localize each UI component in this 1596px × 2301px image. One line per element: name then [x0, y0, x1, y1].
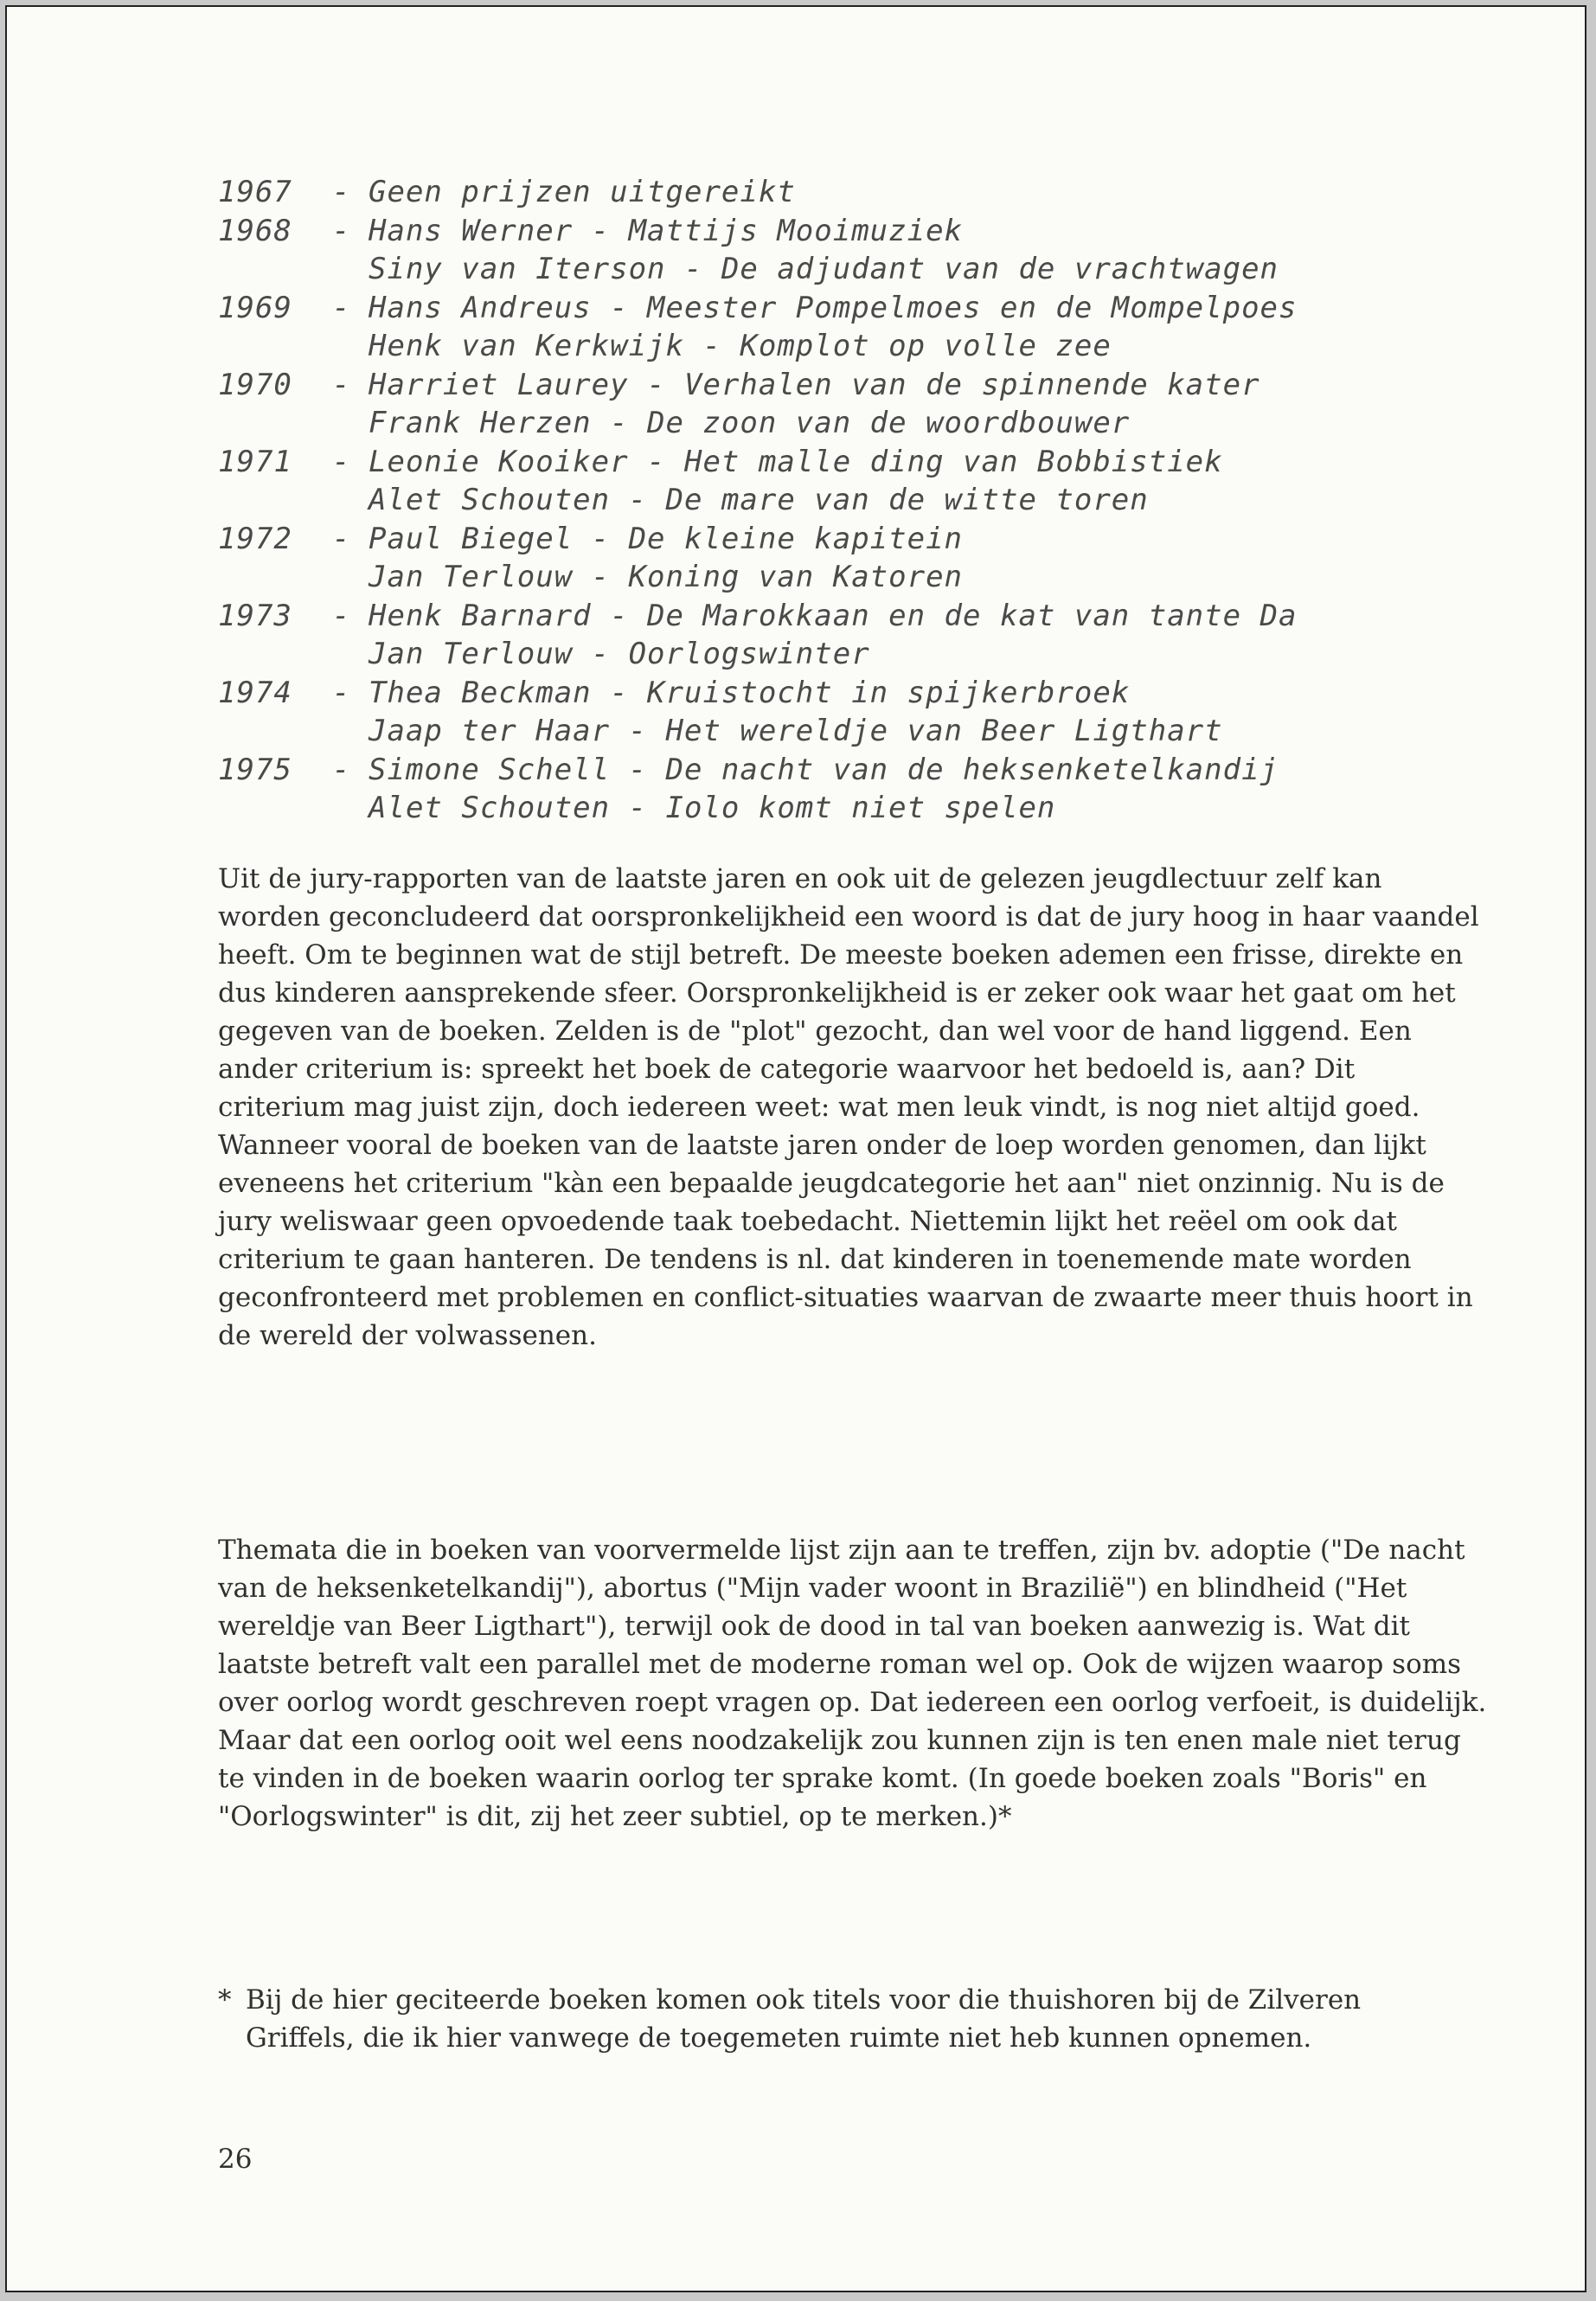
award-entry: Geen prijzen uitgereikt: [369, 175, 796, 209]
award-year: 1969: [218, 290, 292, 325]
award-year: 1967: [218, 175, 292, 209]
award-dash: [332, 481, 369, 520]
award-dash: -: [332, 675, 351, 710]
award-entry: Alet Schouten - Iolo komt niet spelen: [369, 791, 1056, 825]
award-dash: [332, 712, 369, 751]
award-row: [218, 635, 1412, 674]
award-entry: Jan Terlouw - Koning van Katoren: [369, 560, 964, 594]
award-dash: -: [332, 290, 351, 325]
award-row: [218, 674, 1412, 713]
award-year: [218, 635, 332, 674]
award-dash: -: [332, 598, 351, 633]
award-entry: Thea Beckman - Kruistocht in spijkerbroek: [369, 675, 1131, 710]
award-entry: Frank Herzen - De zoon van de woordbouwer: [369, 406, 1131, 440]
award-row: [218, 212, 1412, 251]
award-row: [218, 712, 1412, 751]
award-year: 1973: [218, 598, 292, 633]
award-row: [218, 597, 1412, 636]
award-entry: Alet Schouten - De mare van de witte toren: [369, 483, 1149, 517]
award-entry: Leonie Kooiker - Het malle ding van Bobbistiek: [369, 444, 1223, 479]
paragraph-themes: Themata die in boeken van voorvermelde lijst zijn aan te treffen, zijn bv. adoptie ("De nacht van de heksenketelkandij"), abortus ("Mijn vader woont in Brazilië") en blindheid ("Het wereldje van Beer Ligthart"), terwijl ook de dood in tal van boeken aanwezig is. Wat dit laatste betreft valt een parallel met de moderne roman wel op. Ook de wijzen waarop soms over oorlog wordt geschreven roept vragen op. Dat iedereen een oorlog verfoeit, is duidelijk. Maar dat een oorlog ooit wel eens noodzakelijk zou kunnen zijn is ten enen male niet terug te vinden in de boeken waarin oorlog ter sprake komt. (In goede boeken zoals "Boris" en "Oorlogswinter" is dit, zij het zeer subtiel, op te merken.)*: [218, 1535, 1487, 1832]
award-dash: -: [332, 175, 351, 209]
award-year: [218, 558, 332, 597]
award-dash: [332, 789, 369, 828]
paragraph-criteria: Uit de jury-rapporten van de laatste jaren en ook uit de gelezen jeugdlectuur zelf kan worden geconcludeerd dat oorspronkelijkheid een woord is dat de jury hoog in haar vaandel heeft. Om te beginnen wat de stijl betreft. De meeste boeken ademen een frisse, direkte en dus kinderen aansprekende sfeer. Oorspronkelijkheid is er zeker ook waar het gaat om het gegeven van de boeken. Zelden is de "plot" gezocht, dan wel voor de hand liggend. Een ander criterium is: spreekt het boek de categorie waarvoor het bedoeld is, aan? Dit criterium mag juist zijn, doch iedereen weet: wat men leuk vindt, is nog niet altijd goed. Wanneer vooral de boeken van de laatste jaren onder de loep worden genomen, dan lijkt eveneens het criterium "kàn een bepaalde jeugdcategorie het aan" niet onzinnig. Nu is de jury weliswaar geen opvoedende taak toebedacht. Niettemin lijkt het reëel om ook dat criterium te gaan hanteren. De tendens is nl. dat kinderen in toenemende mate worden geconfronteerd met problemen en conflict-situaties waarvan de zwaarte meer thuis hoort in de wereld der volwassenen.: [218, 863, 1479, 1351]
award-entry: Harriet Laurey - Verhalen van de spinnende kater: [369, 367, 1260, 402]
award-row: [218, 481, 1412, 520]
award-entry: Jaap ter Haar - Het wereldje van Beer Ligthart: [369, 714, 1223, 748]
document-page: [5, 5, 1586, 2292]
award-dash: [332, 635, 369, 674]
award-entry: Hans Werner - Mattijs Mooimuziek: [369, 213, 964, 248]
award-dash: -: [332, 213, 351, 248]
award-dash: -: [332, 367, 351, 402]
award-year: [218, 327, 332, 366]
award-year: 1968: [218, 213, 292, 248]
award-year: 1971: [218, 444, 292, 479]
award-dash: [332, 327, 369, 366]
award-year: [218, 250, 332, 289]
award-year: 1974: [218, 675, 292, 710]
award-row: [218, 789, 1412, 828]
award-dash: -: [332, 444, 351, 479]
award-dash: [332, 558, 369, 597]
award-dash: [332, 404, 369, 443]
award-row: [218, 443, 1412, 482]
award-dash: -: [332, 521, 351, 556]
award-row: [218, 366, 1412, 405]
footnote-text: Bij de hier geciteerde boeken komen ook titels voor die thuishoren bij de Zilveren Griffels, die ik hier vanwege de toegemeten ruimte niet heb kunnen opnemen.: [246, 1984, 1362, 2054]
award-year: 1972: [218, 521, 292, 556]
award-entry: Siny van Iterson - De adjudant van de vrachtwagen: [369, 252, 1279, 286]
award-row: [218, 327, 1412, 366]
award-row: [218, 404, 1412, 443]
footnote: [218, 1981, 1455, 2057]
page-number: 26: [218, 2144, 253, 2175]
award-year: 1975: [218, 752, 292, 787]
award-row: [218, 250, 1412, 289]
award-year: 1970: [218, 367, 292, 402]
award-entry: Henk van Kerkwijk - Komplot op volle zee: [369, 329, 1112, 363]
award-year: [218, 712, 332, 751]
award-row: [218, 520, 1412, 559]
award-row: [218, 289, 1412, 328]
award-row: [218, 751, 1412, 790]
award-dash: -: [332, 752, 351, 787]
award-row: [218, 558, 1412, 597]
award-entry: Henk Barnard - De Marokkaan en de kat van tante Da: [369, 598, 1298, 633]
award-entry: Hans Andreus - Meester Pompelmoes en de Mompelpoes: [369, 290, 1298, 325]
award-dash: [332, 250, 369, 289]
award-entry: Paul Biegel - De kleine kapitein: [369, 521, 964, 556]
footnote-mark: *: [218, 1984, 232, 2016]
award-year: [218, 404, 332, 443]
award-row: [218, 173, 1412, 212]
awards-list: [218, 173, 1412, 828]
award-entry: Simone Schell - De nacht van de heksenketelkandij: [369, 752, 1279, 787]
award-entry: Jan Terlouw - Oorlogswinter: [369, 637, 870, 671]
award-year: [218, 481, 332, 520]
award-year: [218, 789, 332, 828]
